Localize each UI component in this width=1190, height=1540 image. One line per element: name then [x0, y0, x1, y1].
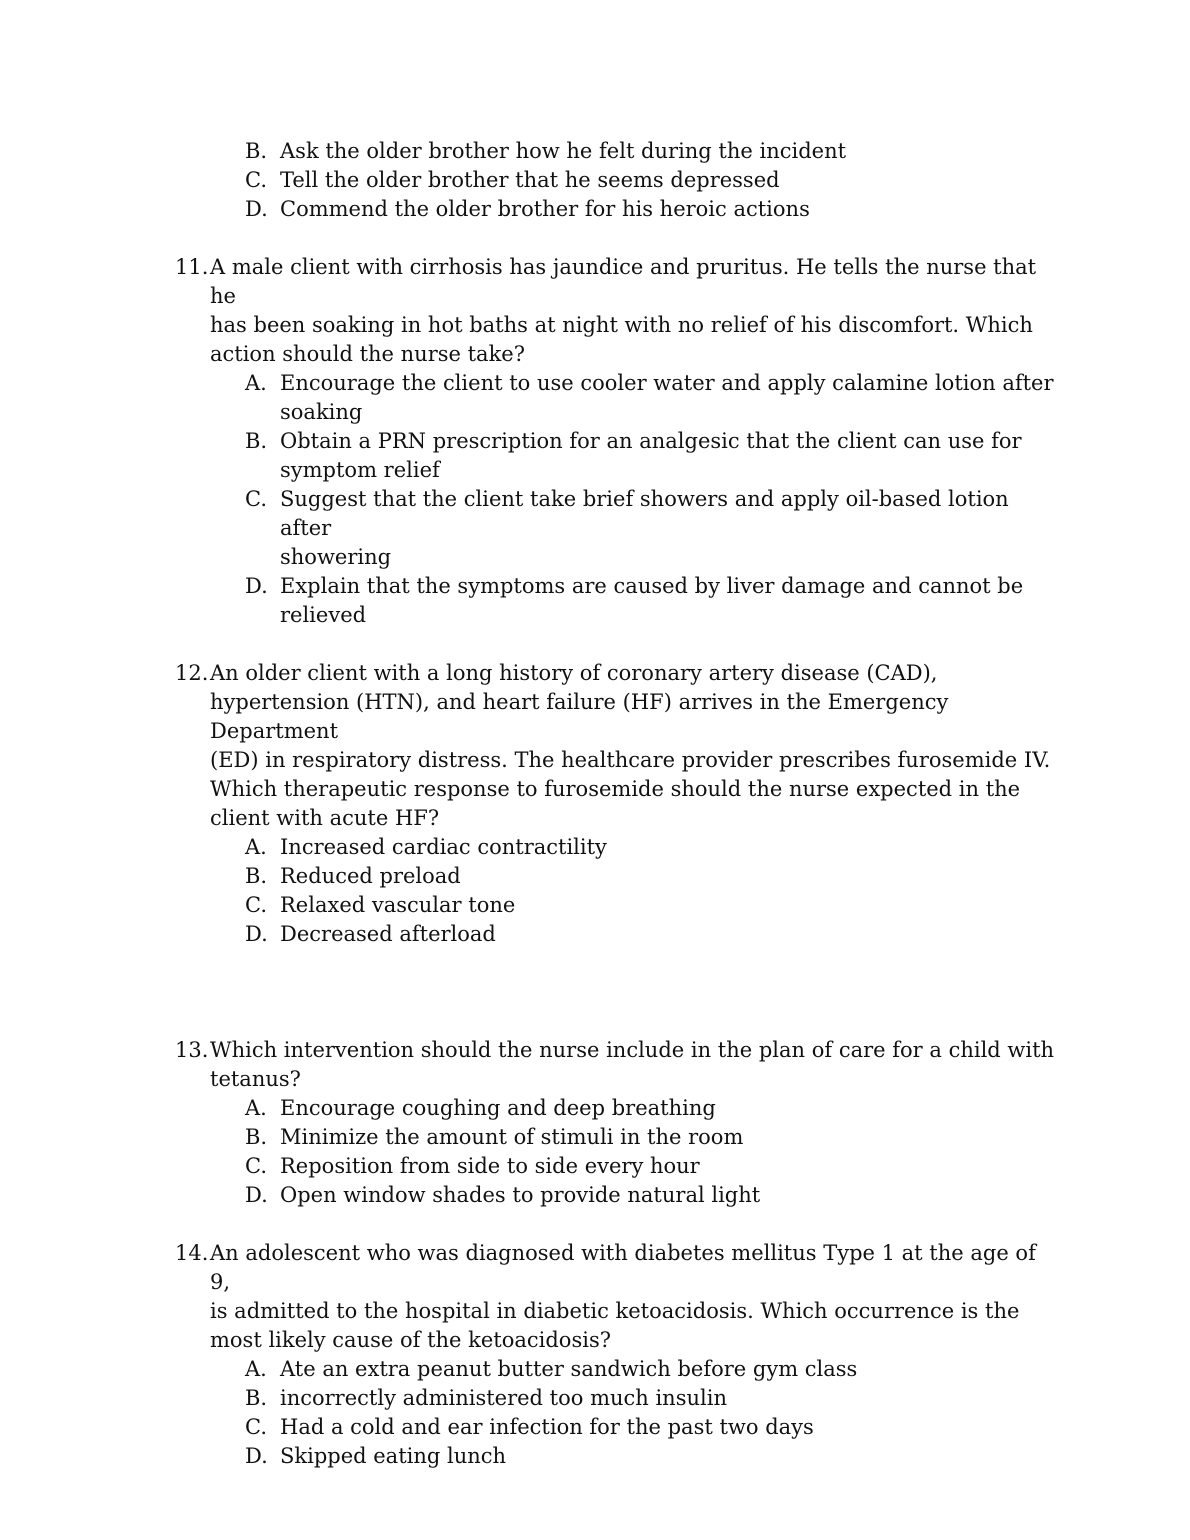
option-letter: C.: [245, 487, 267, 511]
option-text: [280, 427, 1055, 485]
option-letter: D.: [245, 197, 268, 221]
option-line: symptom relief: [280, 458, 440, 482]
option-text: [280, 1355, 1055, 1384]
option-text: [280, 485, 1055, 572]
option-letter: B.: [245, 139, 268, 163]
option-text: [280, 1413, 1055, 1442]
option-c: [175, 1152, 1055, 1181]
option-line: Encourage the client to use cooler water and apply calamine lotion after: [280, 371, 1054, 395]
option-line: Explain that the symptoms are caused by liver damage and cannot be: [280, 574, 1024, 598]
option-letter: A.: [245, 835, 267, 859]
option-b: [175, 137, 1055, 166]
option-d: [175, 1181, 1055, 1210]
option-letter: A.: [245, 1357, 267, 1381]
option-d: [175, 920, 1055, 949]
question-11: [175, 253, 1055, 630]
question-text: [210, 659, 1055, 833]
option-text: [280, 833, 1055, 862]
question-stem: [175, 1239, 1055, 1355]
option-letter: D.: [245, 1183, 268, 1207]
question-line: has been soaking in hot baths at night with no relief of his discomfort. Which: [210, 313, 1033, 337]
question-list: [175, 137, 1055, 1500]
option-letter: D.: [245, 1444, 268, 1468]
question-stem: [175, 659, 1055, 833]
option-letter: C.: [245, 168, 267, 192]
question-line: action should the nurse take?: [210, 342, 525, 366]
question-line: Which therapeutic response to furosemide should the nurse expected in the: [210, 777, 1021, 801]
option-letter: C.: [245, 1415, 267, 1439]
option-letter: B.: [245, 864, 268, 888]
option-line: Reduced preload: [280, 864, 461, 888]
option-line: Increased cardiac contractility: [280, 835, 607, 859]
option-line: incorrectly administered too much insulin: [280, 1386, 727, 1410]
question-line: Which intervention should the nurse include in the plan of care for a child with: [210, 1038, 1055, 1062]
option-c: [175, 166, 1055, 195]
option-line: Decreased afterload: [280, 922, 496, 946]
option-text: Ask the older brother how he felt during the incident: [280, 139, 847, 163]
option-b: [175, 1384, 1055, 1413]
question-10-continuation: [175, 137, 1055, 224]
option-text: [280, 1442, 1055, 1471]
question-text: [210, 253, 1055, 369]
option-b: [175, 1123, 1055, 1152]
spacer: [175, 1007, 1055, 1036]
option-text: [280, 920, 1055, 949]
question-14: [175, 1239, 1055, 1471]
option-line: Reposition from side to side every hour: [280, 1154, 700, 1178]
option-a: [175, 1355, 1055, 1384]
question-line: client with acute HF?: [210, 806, 440, 830]
option-line: soaking: [280, 400, 363, 424]
option-line: Obtain a PRN prescription for an analgesic that the client can use for: [280, 429, 1022, 453]
option-letter: A.: [245, 1096, 267, 1120]
option-line: showering: [280, 545, 392, 569]
option-text: [280, 862, 1055, 891]
option-line: Ate an extra peanut butter sandwich before gym class: [280, 1357, 858, 1381]
question-stem: [175, 253, 1055, 369]
question-line: tetanus?: [210, 1067, 301, 1091]
option-letter: C.: [245, 1154, 267, 1178]
option-line: Relaxed vascular tone: [280, 893, 516, 917]
option-line: Suggest that the client take brief showers and apply oil-based lotion after: [280, 487, 1009, 540]
option-text: [280, 369, 1055, 427]
option-line: relieved: [280, 603, 367, 627]
question-line: is admitted to the hospital in diabetic ketoacidosis. Which occurrence is the: [210, 1299, 1020, 1323]
option-letter: C.: [245, 893, 267, 917]
option-text: [280, 891, 1055, 920]
option-line: Encourage coughing and deep breathing: [280, 1096, 716, 1120]
question-text: [210, 1239, 1055, 1355]
question-line: hypertension (HTN), and heart failure (HF) arrives in the Emergency Department: [210, 690, 949, 743]
question-number: 14.: [175, 1241, 209, 1265]
option-c: [175, 891, 1055, 920]
option-text: [280, 1123, 1055, 1152]
question-line: (ED) in respiratory distress. The healthcare provider prescribes furosemide IV.: [210, 748, 1051, 772]
question-number: 12.: [175, 661, 209, 685]
question-line: An adolescent who was diagnosed with diabetes mellitus Type 1 at the age of 9,: [210, 1241, 1036, 1294]
question-12: [175, 659, 1055, 949]
option-text: [280, 1152, 1055, 1181]
question-line: An older client with a long history of coronary artery disease (CAD),: [210, 661, 938, 685]
option-a: [175, 369, 1055, 427]
question-13: [175, 1036, 1055, 1210]
question-text: [210, 1036, 1055, 1094]
option-letter: D.: [245, 922, 268, 946]
option-letter: B.: [245, 429, 268, 453]
option-text: Tell the older brother that he seems depressed: [280, 168, 780, 192]
question-stem: [175, 1036, 1055, 1094]
spacer: [175, 978, 1055, 1007]
option-line: Open window shades to provide natural light: [280, 1183, 761, 1207]
option-c: [175, 485, 1055, 572]
option-d: [175, 195, 1055, 224]
option-line: Had a cold and ear infection for the past two days: [280, 1415, 814, 1439]
option-text: [280, 1094, 1055, 1123]
question-number: 13.: [175, 1038, 209, 1062]
option-letter: B.: [245, 1125, 268, 1149]
option-d: [175, 1442, 1055, 1471]
option-text: Commend the older brother for his heroic actions: [280, 197, 810, 221]
option-letter: B.: [245, 1386, 268, 1410]
option-letter: A.: [245, 371, 267, 395]
option-b: [175, 862, 1055, 891]
option-c: [175, 1413, 1055, 1442]
option-a: [175, 1094, 1055, 1123]
option-a: [175, 833, 1055, 862]
option-line: Minimize the amount of stimuli in the room: [280, 1125, 744, 1149]
question-number: 11.: [175, 255, 209, 279]
option-d: [175, 572, 1055, 630]
option-text: [280, 1384, 1055, 1413]
question-line: most likely cause of the ketoacidosis?: [210, 1328, 611, 1352]
option-b: [175, 427, 1055, 485]
question-line: A male client with cirrhosis has jaundice and pruritus. He tells the nurse that he: [210, 255, 1037, 308]
option-line: Skipped eating lunch: [280, 1444, 507, 1468]
option-letter: D.: [245, 574, 268, 598]
option-text: [280, 572, 1055, 630]
option-text: [280, 1181, 1055, 1210]
